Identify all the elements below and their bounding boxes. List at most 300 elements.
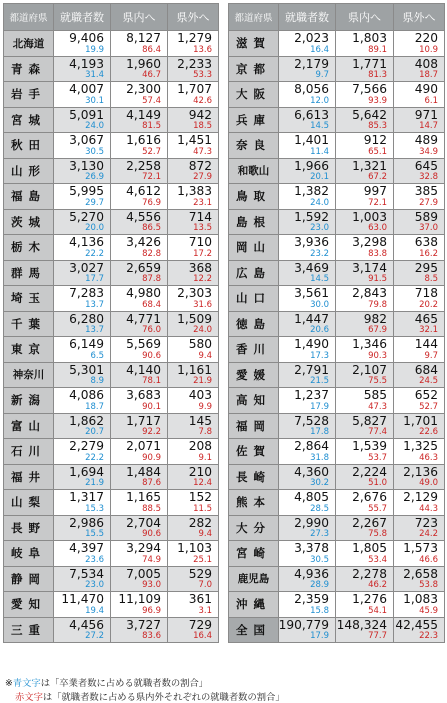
in-prefecture-cell [336,439,394,465]
out-prefecture-cell-value: 361 [188,592,212,607]
footnote-red-label: 赤文字 [15,692,43,703]
employed-cell-value: 3,561 [294,286,329,301]
out-prefecture-cell [394,286,445,312]
table-row [229,56,445,82]
table-row [229,337,445,363]
in-prefecture-cell-percent: 74.9 [142,554,161,565]
in-prefecture-cell-value: 2,107 [352,362,387,377]
table-row [4,515,219,541]
in-prefecture-cell-percent: 86.4 [142,44,161,55]
prefecture-name: 和歌山 [229,158,279,184]
table-row [4,286,219,312]
in-prefecture-cell-percent: 67.2 [368,172,387,183]
out-prefecture-cell [394,133,445,159]
employed-cell [279,490,336,516]
out-prefecture-cell [168,260,219,286]
out-prefecture-cell-percent: 22.3 [419,631,438,642]
in-prefecture-cell-percent: 67.9 [368,325,387,336]
out-prefecture-cell-value: 152 [188,490,212,505]
out-prefecture-cell-value: 645 [414,158,438,173]
employed-cell-value: 1,966 [294,158,329,173]
employed-cell [54,566,111,592]
employed-cell-percent: 17.9 [310,631,329,642]
table-row [229,311,445,337]
out-prefecture-cell [168,311,219,337]
table-row [229,592,445,618]
in-prefecture-cell [336,592,394,618]
in-prefecture-cell-value: 1,717 [126,413,161,428]
in-prefecture-cell [111,490,168,516]
in-prefecture-cell-value: 1,960 [126,56,161,71]
in-prefecture-cell-value: 3,298 [352,235,387,250]
employed-cell-percent: 13.7 [85,325,104,336]
in-prefecture-cell [336,464,394,490]
out-prefecture-cell-percent: 23.1 [193,197,212,208]
in-prefecture-cell-percent: 91.5 [368,274,387,285]
in-prefecture-cell [111,184,168,210]
out-prefecture-cell-percent: 47.3 [193,146,212,157]
in-prefecture-cell-percent: 90.1 [142,401,161,412]
out-prefecture-cell-percent: 49.0 [419,478,438,489]
employed-cell [279,158,336,184]
footnote-line-2: 赤文字は「就職者数に占める県内外それぞれの就職者数の割合」 [15,692,285,703]
employed-cell-value: 1,490 [294,337,329,352]
out-prefecture-cell-percent: 7.0 [198,580,212,591]
in-prefecture-cell-value: 8,127 [126,31,161,46]
employed-cell [54,133,111,159]
table-row [4,388,219,414]
prefecture-name: 京都 [229,56,279,82]
out-prefecture-cell [168,184,219,210]
in-prefecture-cell-percent: 81.3 [368,70,387,81]
prefecture-name: 神奈川 [4,362,54,388]
in-prefecture-cell [111,413,168,439]
in-prefecture-cell-percent: 77.4 [368,427,387,438]
out-prefecture-cell-percent: 13.6 [193,44,212,55]
in-prefecture-cell-percent: 76.9 [142,197,161,208]
employed-cell [279,56,336,82]
table-row [229,362,445,388]
table-row [229,82,445,108]
header-in-prefecture: 県内へ [111,4,168,31]
employed-cell [279,541,336,567]
in-prefecture-cell [111,56,168,82]
employed-cell-percent: 12.0 [310,95,329,106]
employed-cell-percent: 23.0 [310,223,329,234]
in-prefecture-cell-percent: 55.7 [368,503,387,514]
in-prefecture-cell-percent: 46.2 [368,580,387,591]
in-prefecture-cell [111,235,168,261]
in-prefecture-cell [111,82,168,108]
employed-cell-percent: 8.9 [90,376,104,387]
employed-cell [54,209,111,235]
out-prefecture-cell [168,82,219,108]
in-prefecture-cell-value: 4,980 [126,286,161,301]
employed-cell-percent: 26.9 [85,172,104,183]
table-row [4,617,219,643]
employed-cell-percent: 17.7 [85,274,104,285]
employed-cell-value: 3,067 [69,133,104,148]
table-row [229,566,445,592]
in-prefecture-cell [336,31,394,57]
in-prefecture-cell-value: 4,771 [126,311,161,326]
in-prefecture-cell-value: 2,676 [352,490,387,505]
employed-cell [54,158,111,184]
in-prefecture-cell-value: 1,484 [126,464,161,479]
out-prefecture-cell-value: 2,136 [403,464,438,479]
in-prefecture-cell-percent: 79.8 [368,299,387,310]
out-prefecture-cell-value: 2,658 [403,566,438,581]
in-prefecture-cell [111,388,168,414]
employed-cell [54,82,111,108]
prefecture-name: 佐賀 [229,439,279,465]
out-prefecture-cell-value: 2,303 [177,286,212,301]
in-prefecture-cell [111,541,168,567]
in-prefecture-cell-value: 1,165 [126,490,161,505]
out-prefecture-cell [394,31,445,57]
in-prefecture-cell-value: 4,556 [126,209,161,224]
prefecture-name: 岩手 [4,82,54,108]
in-prefecture-cell-percent: 75.5 [368,376,387,387]
in-prefecture-cell [111,464,168,490]
prefecture-name: 静岡 [4,566,54,592]
employed-cell [279,31,336,57]
in-prefecture-cell-value: 7,005 [126,566,161,581]
out-prefecture-cell-value: 385 [414,184,438,199]
in-prefecture-cell-percent: 90.6 [142,529,161,540]
out-prefecture-cell [394,235,445,261]
in-prefecture-cell [336,515,394,541]
in-prefecture-cell-percent: 53.4 [368,554,387,565]
in-prefecture-cell [111,209,168,235]
in-prefecture-cell-value: 1,803 [352,31,387,46]
employed-cell-percent: 31.8 [310,452,329,463]
employed-cell [54,286,111,312]
in-prefecture-cell-percent: 93.9 [368,95,387,106]
out-prefecture-cell-value: 942 [188,107,212,122]
in-prefecture-cell [111,362,168,388]
employed-cell-value: 9,406 [69,31,104,46]
in-prefecture-cell-value: 1,003 [352,209,387,224]
employed-cell-percent: 20.7 [85,427,104,438]
table-row [4,592,219,618]
employed-cell [54,541,111,567]
prefecture-name: 秋田 [4,133,54,159]
out-prefecture-cell-value: 2,129 [403,490,438,505]
out-prefecture-cell [394,337,445,363]
prefecture-name: 福井 [4,464,54,490]
employed-cell [279,82,336,108]
out-prefecture-cell-value: 368 [188,260,212,275]
table-row [229,133,445,159]
in-prefecture-cell-percent: 75.8 [368,529,387,540]
employed-cell-percent: 24.0 [310,197,329,208]
in-prefecture-cell-value: 2,659 [126,260,161,275]
out-prefecture-cell-value: 220 [414,31,438,46]
out-prefecture-cell-percent: 45.9 [419,605,438,616]
in-prefecture-cell [336,541,394,567]
employed-cell [54,260,111,286]
prefecture-name: 全国 [229,617,279,643]
in-prefecture-cell [111,337,168,363]
table-row [229,209,445,235]
in-prefecture-cell-percent: 78.1 [142,376,161,387]
employed-cell-value: 2,791 [294,362,329,377]
out-prefecture-cell [168,56,219,82]
employed-cell [279,260,336,286]
out-prefecture-cell [394,388,445,414]
out-prefecture-cell [394,566,445,592]
out-prefecture-cell-percent: 46.6 [419,554,438,565]
table-row [4,107,219,133]
employed-cell-value: 3,027 [69,260,104,275]
table-row [229,158,445,184]
in-prefecture-cell-value: 2,267 [352,515,387,530]
employed-cell-percent: 20.6 [310,325,329,336]
prefecture-name: 埼玉 [4,286,54,312]
employed-cell [54,617,111,643]
out-prefecture-cell-percent: 6.1 [424,95,438,106]
prefecture-name: 新潟 [4,388,54,414]
out-prefecture-cell-percent: 11.5 [193,503,212,514]
in-prefecture-cell-value: 1,321 [352,158,387,173]
in-prefecture-cell-value: 997 [363,184,387,199]
table-row [4,362,219,388]
in-prefecture-cell-value: 11,109 [118,592,161,607]
in-prefecture-cell-percent: 65.1 [368,146,387,157]
in-prefecture-cell [111,515,168,541]
prefecture-name: 沖縄 [229,592,279,618]
employed-cell-value: 2,990 [294,515,329,530]
employed-cell-value: 7,528 [294,413,329,428]
table-row [4,209,219,235]
employed-cell [279,464,336,490]
in-prefecture-cell-value: 912 [363,133,387,148]
prefecture-name: 茨城 [4,209,54,235]
in-prefecture-cell-value: 3,174 [352,260,387,275]
employed-cell-value: 2,864 [294,439,329,454]
in-prefecture-cell-value: 982 [363,311,387,326]
out-prefecture-cell [394,515,445,541]
out-prefecture-cell [394,311,445,337]
employed-cell-percent: 22.2 [85,248,104,259]
in-prefecture-cell-value: 2,278 [352,566,387,581]
right-table [228,3,445,643]
out-prefecture-cell [394,413,445,439]
out-prefecture-cell-percent: 8.5 [424,274,438,285]
out-prefecture-cell-value: 872 [188,158,212,173]
employed-cell [279,413,336,439]
out-prefecture-cell-percent: 24.5 [419,376,438,387]
in-prefecture-cell-value: 1,805 [352,541,387,556]
out-prefecture-cell-percent: 21.9 [193,376,212,387]
prefecture-name: 兵庫 [229,107,279,133]
out-prefecture-cell-value: 589 [414,209,438,224]
table-row [4,311,219,337]
prefecture-name: 奈良 [229,133,279,159]
employed-cell-percent: 15.8 [310,605,329,616]
employed-cell [54,490,111,516]
prefecture-name: 鹿児島 [229,566,279,592]
in-prefecture-cell [111,439,168,465]
in-prefecture-cell-percent: 46.7 [142,70,161,81]
in-prefecture-cell-percent: 82.8 [142,248,161,259]
prefecture-name: 愛知 [4,592,54,618]
in-prefecture-cell [111,617,168,643]
employed-cell-value: 4,007 [69,82,104,97]
employed-cell-value: 1,862 [69,413,104,428]
employed-cell-value: 1,694 [69,464,104,479]
in-prefecture-cell-percent: 63.0 [368,223,387,234]
employed-cell-value: 190,779 [278,617,329,632]
in-prefecture-cell [336,566,394,592]
footnote-line-1: ※青文字は「卒業者数に占める就職者数の割合」 [5,678,209,689]
out-prefecture-cell-value: 465 [414,311,438,326]
out-prefecture-cell-value: 282 [188,515,212,530]
out-prefecture-cell-percent: 34.9 [419,146,438,157]
out-prefecture-cell-value: 1,383 [177,184,212,199]
employed-cell-value: 4,456 [69,617,104,632]
table-row [229,541,445,567]
in-prefecture-cell [336,235,394,261]
prefecture-name: 山梨 [4,490,54,516]
in-prefecture-cell-value: 5,827 [352,413,387,428]
in-prefecture-cell [336,107,394,133]
out-prefecture-cell [394,490,445,516]
out-prefecture-cell-value: 1,279 [177,31,212,46]
employed-cell-percent: 24.0 [85,121,104,132]
prefecture-name: 長崎 [229,464,279,490]
out-prefecture-cell-value: 2,233 [177,56,212,71]
employed-cell-percent: 14.5 [310,274,329,285]
out-prefecture-cell [168,515,219,541]
table-row [4,464,219,490]
employed-cell [54,413,111,439]
out-prefecture-cell-percent: 16.4 [193,631,212,642]
table-row [4,235,219,261]
employed-cell-percent: 27.2 [85,631,104,642]
out-prefecture-cell-percent: 53.3 [193,70,212,81]
in-prefecture-cell-value: 148,324 [336,617,387,632]
out-prefecture-cell [394,56,445,82]
prefecture-name: 山形 [4,158,54,184]
employed-cell-value: 1,592 [294,209,329,224]
table-row [229,413,445,439]
in-prefecture-cell-percent: 90.3 [368,350,387,361]
prefecture-name: 島根 [229,209,279,235]
out-prefecture-cell-percent: 13.5 [193,223,212,234]
out-prefecture-cell [168,107,219,133]
out-prefecture-cell [394,82,445,108]
out-prefecture-cell [168,592,219,618]
out-prefecture-cell-value: 210 [188,464,212,479]
table-row [229,490,445,516]
out-prefecture-cell-percent: 32.1 [419,325,438,336]
in-prefecture-cell-percent: 89.1 [368,44,387,55]
in-prefecture-cell [111,286,168,312]
table-row [4,260,219,286]
prefecture-name: 山口 [229,286,279,312]
prefecture-name: 福島 [4,184,54,210]
employed-cell-percent: 17.3 [310,350,329,361]
in-prefecture-cell-value: 3,727 [126,617,161,632]
out-prefecture-cell-value: 208 [188,439,212,454]
in-prefecture-cell-percent: 90.9 [142,452,161,463]
employed-cell [279,184,336,210]
employed-cell [279,439,336,465]
out-prefecture-cell-percent: 12.4 [193,478,212,489]
in-prefecture-cell-percent: 96.9 [142,605,161,616]
prefecture-name: 岡山 [229,235,279,261]
employed-cell-value: 4,193 [69,56,104,71]
out-prefecture-cell-value: 42,455 [395,617,438,632]
out-prefecture-cell-percent: 9.7 [424,350,438,361]
out-prefecture-cell [394,617,445,643]
in-prefecture-cell-percent: 54.1 [368,605,387,616]
table-row [229,464,445,490]
employed-cell-percent: 27.3 [310,529,329,540]
prefecture-name: 千葉 [4,311,54,337]
header-in-prefecture: 県内へ [336,4,394,31]
out-prefecture-cell-percent: 24.0 [193,325,212,336]
out-prefecture-cell-percent: 53.8 [419,580,438,591]
out-prefecture-cell-value: 1,701 [403,413,438,428]
employed-cell-value: 11,470 [61,592,104,607]
employed-cell-percent: 28.9 [310,580,329,591]
out-prefecture-cell-percent: 18.7 [419,70,438,81]
in-prefecture-cell-value: 2,224 [352,464,387,479]
out-prefecture-cell-value: 718 [414,286,438,301]
out-prefecture-cell-percent: 42.6 [193,95,212,106]
prefecture-name: 石川 [4,439,54,465]
in-prefecture-cell [336,362,394,388]
in-prefecture-cell-percent: 53.7 [368,452,387,463]
out-prefecture-cell-value: 1,573 [403,541,438,556]
prefecture-name: 栃木 [4,235,54,261]
out-prefecture-cell-value: 490 [414,82,438,97]
table-row [4,439,219,465]
employed-cell [279,286,336,312]
in-prefecture-cell-value: 2,071 [126,439,161,454]
employed-cell-value: 7,283 [69,286,104,301]
employed-cell-value: 2,179 [294,56,329,71]
employed-cell-percent: 15.5 [85,529,104,540]
in-prefecture-cell [336,617,394,643]
out-prefecture-cell-value: 1,451 [177,133,212,148]
prefecture-name: 高知 [229,388,279,414]
employed-cell-value: 3,130 [69,158,104,173]
in-prefecture-cell [111,107,168,133]
in-prefecture-cell [336,311,394,337]
employed-cell-percent: 20.0 [85,223,104,234]
employed-cell-percent: 19.4 [85,605,104,616]
out-prefecture-cell-value: 1,325 [403,439,438,454]
in-prefecture-cell [336,82,394,108]
out-prefecture-cell-percent: 27.9 [419,197,438,208]
out-prefecture-cell [394,107,445,133]
out-prefecture-cell [168,490,219,516]
in-prefecture-cell-value: 7,566 [352,82,387,97]
out-prefecture-cell [168,464,219,490]
employed-cell-percent: 16.4 [310,44,329,55]
prefecture-name: 宮崎 [229,541,279,567]
in-prefecture-cell [111,592,168,618]
employed-cell-percent: 15.3 [85,503,104,514]
out-prefecture-cell-percent: 52.7 [419,401,438,412]
employed-cell-percent: 30.5 [85,146,104,157]
employed-cell [54,388,111,414]
out-prefecture-cell-value: 652 [414,388,438,403]
